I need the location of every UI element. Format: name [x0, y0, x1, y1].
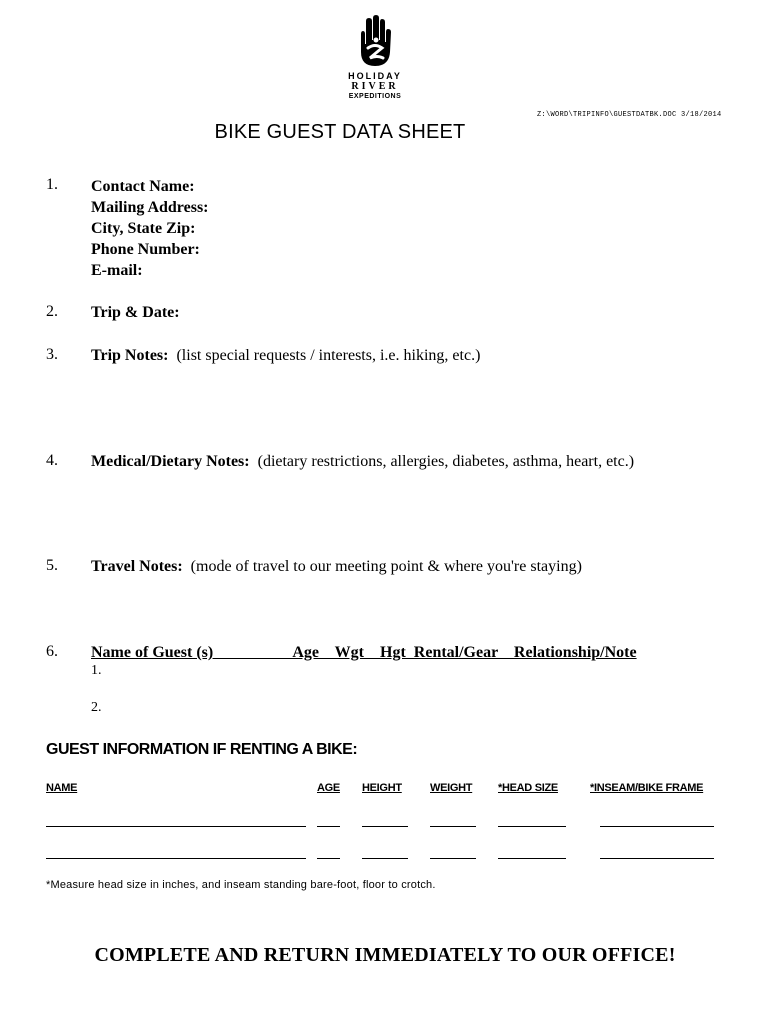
- age-line-1[interactable]: [317, 826, 340, 827]
- head-size-line-2[interactable]: [498, 858, 566, 859]
- travel-notes-label: Travel Notes:: [91, 558, 183, 575]
- col-name: NAME: [46, 782, 78, 794]
- guest-row-1: 1.: [91, 663, 102, 678]
- medical-notes-hint: (dietary restrictions, allergies, diabetes, asthma, heart, etc.): [257, 453, 635, 470]
- item-4-number: 4.: [46, 452, 58, 469]
- measurement-footnote: *Measure head size in inches, and inseam standing bare-foot, floor to crotch.: [46, 879, 436, 891]
- age-line-2[interactable]: [317, 858, 340, 859]
- email-label: E-mail:: [91, 262, 143, 279]
- trip-notes-hint: (list special requests / interests, i.e. hiking, etc.): [176, 347, 481, 364]
- col-weight: WEIGHT: [430, 782, 473, 794]
- col-age: AGE: [317, 782, 340, 794]
- hand-logo-icon: [355, 14, 395, 68]
- item-6-number: 6.: [46, 643, 58, 660]
- page-title: BIKE GUEST DATA SHEET: [214, 121, 466, 143]
- name-line-2[interactable]: [46, 858, 306, 859]
- item-5-number: 5.: [46, 557, 58, 574]
- travel-notes-row: [91, 556, 582, 577]
- rental-section-heading: GUEST INFORMATION IF RENTING A BIKE:: [46, 741, 358, 758]
- head-size-line-1[interactable]: [498, 826, 566, 827]
- company-logo: [330, 14, 420, 101]
- weight-line-2[interactable]: [430, 858, 476, 859]
- inseam-line-2[interactable]: [600, 858, 714, 859]
- trip-notes-label: Trip Notes:: [91, 347, 169, 364]
- medical-notes-label: Medical/Dietary Notes:: [91, 453, 250, 470]
- item-1-number: 1.: [46, 176, 58, 193]
- name-line-1[interactable]: [46, 826, 306, 827]
- col-inseam: *INSEAM/BIKE FRAME: [590, 782, 704, 794]
- medical-notes-row: [91, 451, 634, 472]
- col-head-size: *HEAD SIZE: [498, 782, 558, 794]
- travel-notes-hint: (mode of travel to our meeting point & where you're staying): [190, 558, 582, 575]
- contact-name-label: Contact Name:: [91, 178, 195, 195]
- guest-row-2: 2.: [91, 700, 102, 715]
- height-line-1[interactable]: [362, 826, 408, 827]
- trip-notes-row: [91, 345, 480, 366]
- file-path: Z:\WORD\TRIPINFO\GUESTDATBK.DOC 3/18/2014: [537, 111, 722, 119]
- contact-block: [91, 176, 209, 281]
- guest-table-header: Name of Guest (s) Age Wgt Hgt Rental/Gear Relationship/Note: [91, 644, 637, 661]
- logo-line-holiday: HOLIDAY: [348, 71, 402, 81]
- city-state-zip-label: City, State Zip:: [91, 220, 196, 237]
- trip-date-label: Trip & Date:: [91, 304, 180, 321]
- phone-number-label: Phone Number:: [91, 241, 200, 258]
- height-line-2[interactable]: [362, 858, 408, 859]
- inseam-line-1[interactable]: [600, 826, 714, 827]
- item-2-number: 2.: [46, 303, 58, 320]
- closing-instruction: COMPLETE AND RETURN IMMEDIATELY TO OUR OFFICE!: [94, 944, 676, 966]
- col-height: HEIGHT: [362, 782, 402, 794]
- logo-line-river: RIVER: [351, 81, 399, 92]
- item-3-number: 3.: [46, 346, 58, 363]
- weight-line-1[interactable]: [430, 826, 476, 827]
- mailing-address-label: Mailing Address:: [91, 199, 209, 216]
- logo-line-expeditions: EXPEDITIONS: [348, 93, 402, 100]
